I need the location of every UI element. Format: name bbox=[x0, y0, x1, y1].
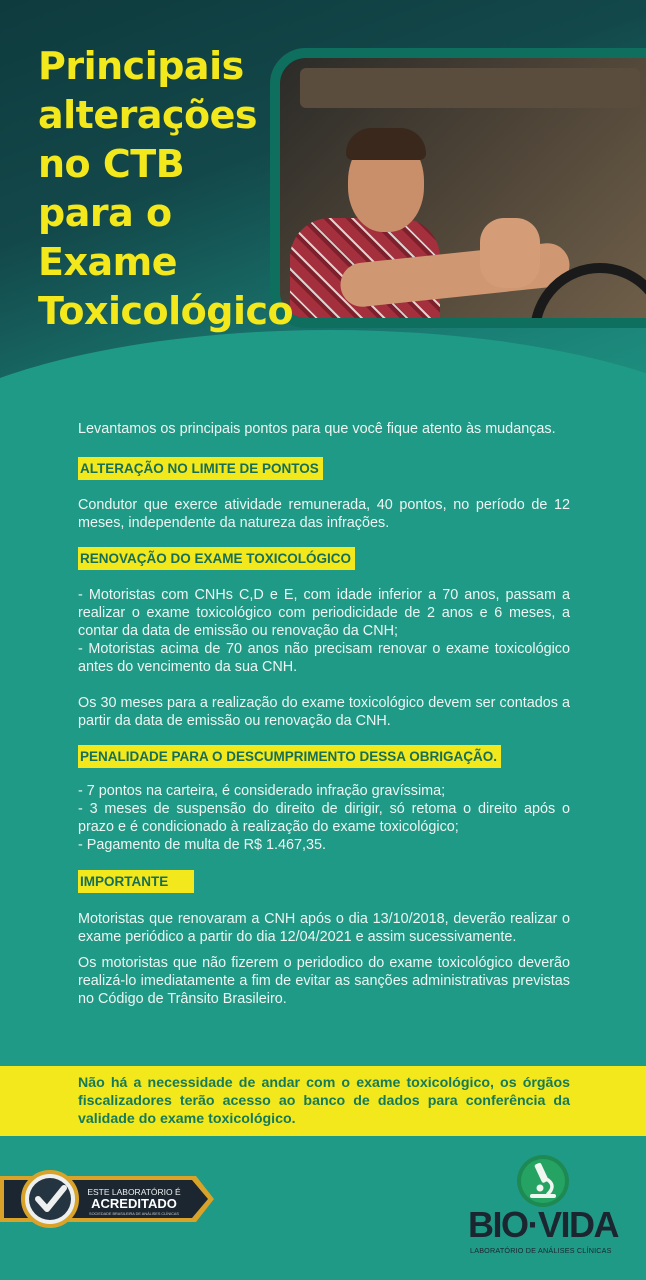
section-penalty bbox=[78, 745, 570, 854]
title-line: Principais bbox=[38, 44, 244, 88]
microscope-icon bbox=[516, 1154, 570, 1208]
section-important bbox=[78, 870, 570, 1008]
title-line: Exame bbox=[38, 240, 177, 284]
section-paragraph: - Motoristas com CNHs C,D e E, com idade inferior a 70 anos, passam a realizar o exame toxicológico com periodicidade de 2 anos e 6 meses, a contar da data de emissão ou renovação da CNH; bbox=[78, 587, 570, 639]
notice-banner bbox=[0, 1066, 646, 1136]
badge-line-3: SOCIEDADE BRASILEIRA DE ANÁLISES CLÍNICAS bbox=[89, 1212, 179, 1216]
section-paragraph: - 3 meses de suspensão do direito de dirigir, só retoma o direito após o prazo e é condicionado à realização do exame toxicológico; bbox=[78, 801, 570, 835]
page-title bbox=[38, 42, 338, 336]
brand-name: BIO·VIDA bbox=[468, 1204, 618, 1245]
intro-text: Levantamos os principais pontos para que você fique atento às mudanças. bbox=[78, 421, 556, 437]
section-label: IMPORTANTE bbox=[78, 870, 194, 893]
section-label: RENOVAÇÃO DO EXAME TOXICOLÓGICO bbox=[78, 547, 355, 570]
section-paragraph: Os motoristas que não fizerem o peridodico do exame toxicológico deverão realizá-lo imediatamente a fim de evitar as sanções administrativas previstas no Código de Trânsito Brasileiro. bbox=[78, 955, 570, 1007]
title-line: Toxicológico bbox=[38, 289, 294, 333]
thumbs-up-photo bbox=[480, 218, 540, 288]
accreditation-badge bbox=[0, 1168, 216, 1230]
brand-subtitle: LABORATÓRIO DE ANÁLISES CLÍNICAS bbox=[470, 1246, 612, 1255]
section-paragraph: - Pagamento de multa de R$ 1.467,35. bbox=[78, 837, 326, 853]
main-content bbox=[78, 420, 570, 1008]
section-label: ALTERAÇÃO NO LIMITE DE PONTOS bbox=[78, 457, 323, 480]
cab-ceiling bbox=[300, 68, 640, 108]
section-paragraph: Motoristas que renovaram a CNH após o dia 13/10/2018, deverão realizar o exame periódico a partir do dia 12/04/2021 e assim sucessivamente. bbox=[78, 911, 570, 945]
title-line: no CTB bbox=[38, 142, 185, 186]
notice-text: Não há a necessidade de andar com o exame toxicológico, os órgãos fiscalizadores terão acesso ao banco de dados para conferência da validade do exame toxicológico. bbox=[78, 1075, 570, 1127]
section-paragraph: Condutor que exerce atividade remunerada, 40 pontos, no período de 12 meses, independente da natureza das infrações. bbox=[78, 497, 570, 531]
badge-line-1: ESTE LABORATÓRIO É bbox=[87, 1187, 181, 1197]
title-line: alterações bbox=[38, 93, 258, 137]
title-line: para o bbox=[38, 191, 172, 235]
section-renewal bbox=[78, 547, 570, 730]
section-points bbox=[78, 457, 570, 532]
driver-hair bbox=[346, 128, 426, 160]
biovida-logo bbox=[468, 1150, 628, 1260]
hero-banner bbox=[0, 0, 646, 470]
section-paragraph: - Motoristas acima de 70 anos não precisam renovar o exame toxicológico antes do vencimento da sua CNH. bbox=[78, 641, 570, 675]
badge-line-2: ACREDITADO bbox=[91, 1196, 177, 1211]
section-label: PENALIDADE PARA O DESCUMPRIMENTO DESSA OBRIGAÇÃO. bbox=[78, 745, 501, 768]
section-paragraph: - 7 pontos na carteira, é considerado infração gravíssima; bbox=[78, 783, 446, 799]
section-paragraph: Os 30 meses para a realização do exame toxicológico devem ser contados a partir da data de emissão ou renovação da CNH. bbox=[78, 695, 570, 729]
